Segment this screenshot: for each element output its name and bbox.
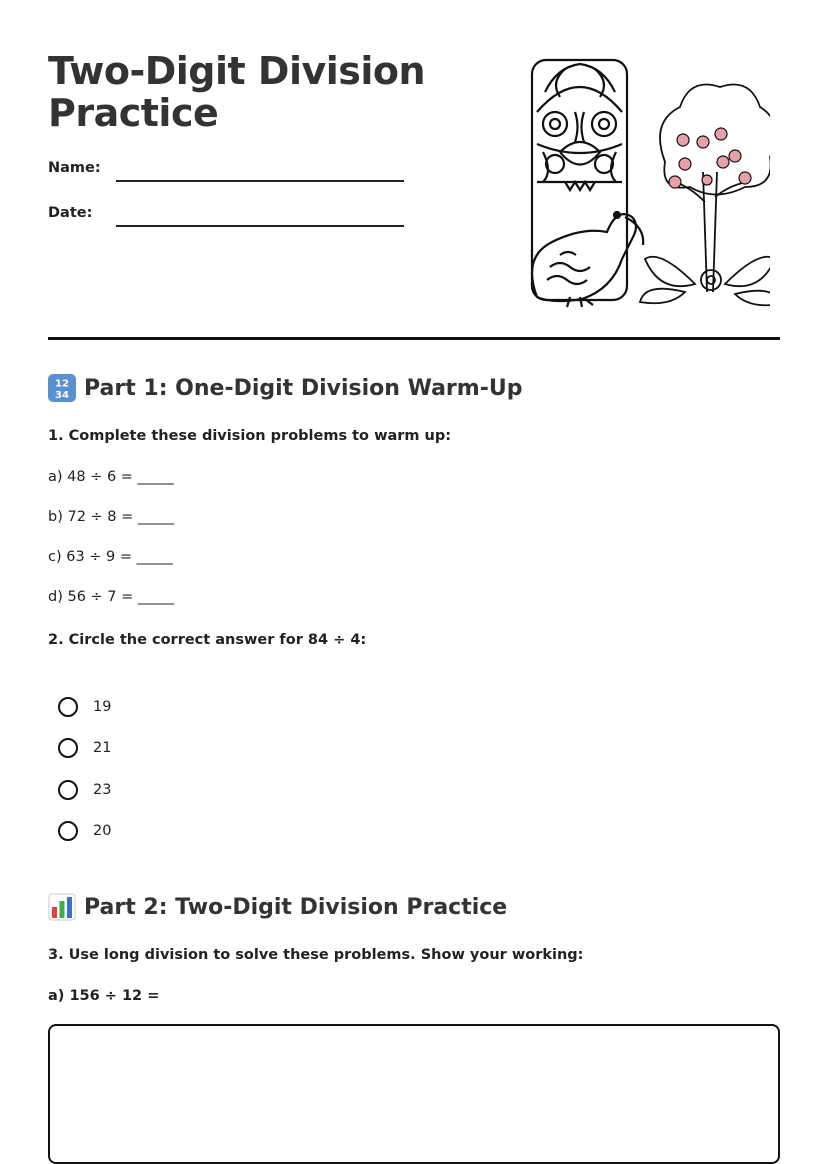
radio-circle[interactable]: [58, 697, 78, 717]
radio-circle[interactable]: [58, 780, 78, 800]
option-label: 20: [93, 823, 112, 839]
answer-option-21[interactable]: [58, 738, 111, 758]
svg-text:34: 34: [55, 390, 69, 401]
answer-option-20[interactable]: [58, 821, 111, 841]
tree-flowers-image: [669, 128, 751, 188]
question-2: 2. Circle the correct answer for 84 ÷ 4:: [48, 632, 367, 648]
svg-text:12: 12: [55, 378, 69, 390]
part1-heading: [48, 374, 522, 402]
question-3a: a) 156 ÷ 12 =: [48, 988, 160, 1004]
question-3: 3. Use long division to solve these problems. Show your working:: [48, 947, 584, 963]
option-label: 21: [93, 740, 112, 756]
carved-post-image: [532, 60, 627, 300]
bar-chart-icon: [48, 893, 76, 921]
numbers-1234-icon: [48, 374, 76, 402]
part2-heading-text: Part 2: Two-Digit Division Practice: [84, 894, 508, 920]
part1-heading-text: Part 1: One-Digit Division Warm-Up: [84, 375, 523, 401]
warmup-problem-a: a) 48 ÷ 6 = _____: [48, 469, 174, 485]
date-field[interactable]: [116, 225, 404, 227]
header-illustration: [525, 52, 770, 312]
warmup-problem-d: d) 56 ÷ 7 = _____: [48, 589, 175, 605]
answer-option-23[interactable]: [58, 780, 111, 800]
question-1: 1. Complete these division problems to warm up:: [48, 428, 452, 444]
section-divider: [48, 337, 780, 340]
warmup-problem-b: b) 72 ÷ 8 = _____: [48, 509, 175, 525]
page-title: Two-Digit Division Practice: [48, 49, 426, 135]
part2-heading: [48, 893, 507, 921]
name-label: Name:: [48, 160, 101, 176]
name-field[interactable]: [116, 180, 404, 182]
option-label: 19: [93, 699, 112, 715]
date-label: Date:: [48, 205, 93, 221]
radio-circle[interactable]: [58, 821, 78, 841]
option-label: 23: [93, 782, 112, 798]
answer-option-19[interactable]: [58, 697, 111, 717]
warmup-problem-c: c) 63 ÷ 9 = _____: [48, 549, 173, 565]
radio-circle[interactable]: [58, 738, 78, 758]
working-answer-box[interactable]: [48, 1024, 780, 1164]
flowering-tree-image: [640, 85, 770, 306]
